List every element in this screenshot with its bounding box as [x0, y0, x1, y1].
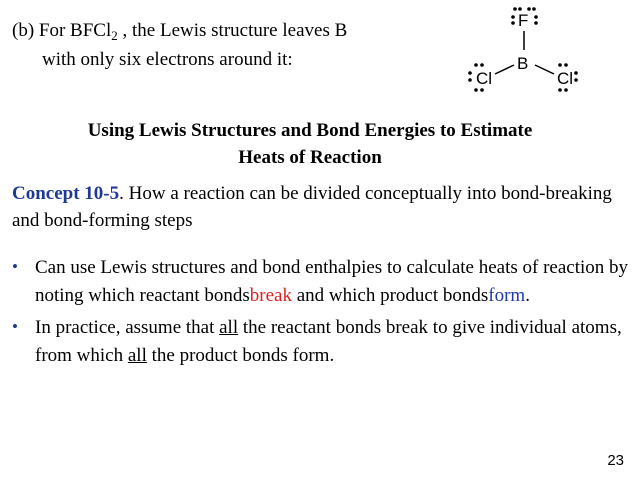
section-heading	[0, 117, 620, 171]
bullet-1-text-b: and which product bonds	[291, 285, 489, 306]
concept-label: Concept 10-5	[12, 183, 120, 204]
bond-b-cl-right	[535, 65, 554, 74]
intro-line-1	[12, 20, 347, 44]
bullet-icon: •	[12, 317, 18, 336]
concept-text: . How a reaction can be divided conceptually into bond-breaking and bond-forming steps	[12, 183, 612, 231]
bullet-item	[12, 314, 632, 370]
bullet-1-break-word: break	[249, 285, 292, 306]
bullet-1-text-a: Can use Lewis structures and bond enthalpies to calculate heats of reaction by noting which reactant bonds	[35, 257, 629, 306]
atom-cl-left: Cl	[476, 69, 493, 88]
bullet-item	[12, 254, 632, 310]
concept-statement	[12, 180, 627, 234]
bullet-1-form-word: form	[488, 285, 526, 306]
bullet-2-text-c: the product bonds form.	[146, 345, 335, 366]
heading-line-1: Using Lewis Structures and Bond Energies to Estimate	[87, 120, 533, 141]
intro-part: (b) For BFCl	[12, 20, 112, 41]
bfcl2-lewis-structure	[440, 0, 640, 110]
bond-b-cl-left	[495, 65, 514, 74]
bullet-2-all-1: all	[219, 317, 239, 338]
bullet-icon: •	[12, 257, 18, 276]
intro-subscript: 2	[111, 28, 118, 43]
bullet-1-text-c: .	[525, 285, 530, 306]
bullet-2-all-2: all	[127, 345, 147, 366]
heading-line-2: Heats of Reaction	[238, 147, 382, 168]
bullet-list	[12, 254, 632, 374]
intro-rest: , the Lewis structure leaves B	[117, 20, 348, 41]
bullet-2-text-a: In practice, assume that	[35, 317, 220, 338]
atom-f: F	[518, 11, 529, 30]
atom-b: B	[517, 54, 529, 73]
bullet-2-text-b: the reactant bonds break to give individual atoms, from which	[35, 317, 622, 366]
intro-line-2: with only six electrons around it:	[42, 49, 293, 70]
page-number: 23	[607, 452, 624, 469]
atom-cl-right: Cl	[557, 69, 574, 88]
